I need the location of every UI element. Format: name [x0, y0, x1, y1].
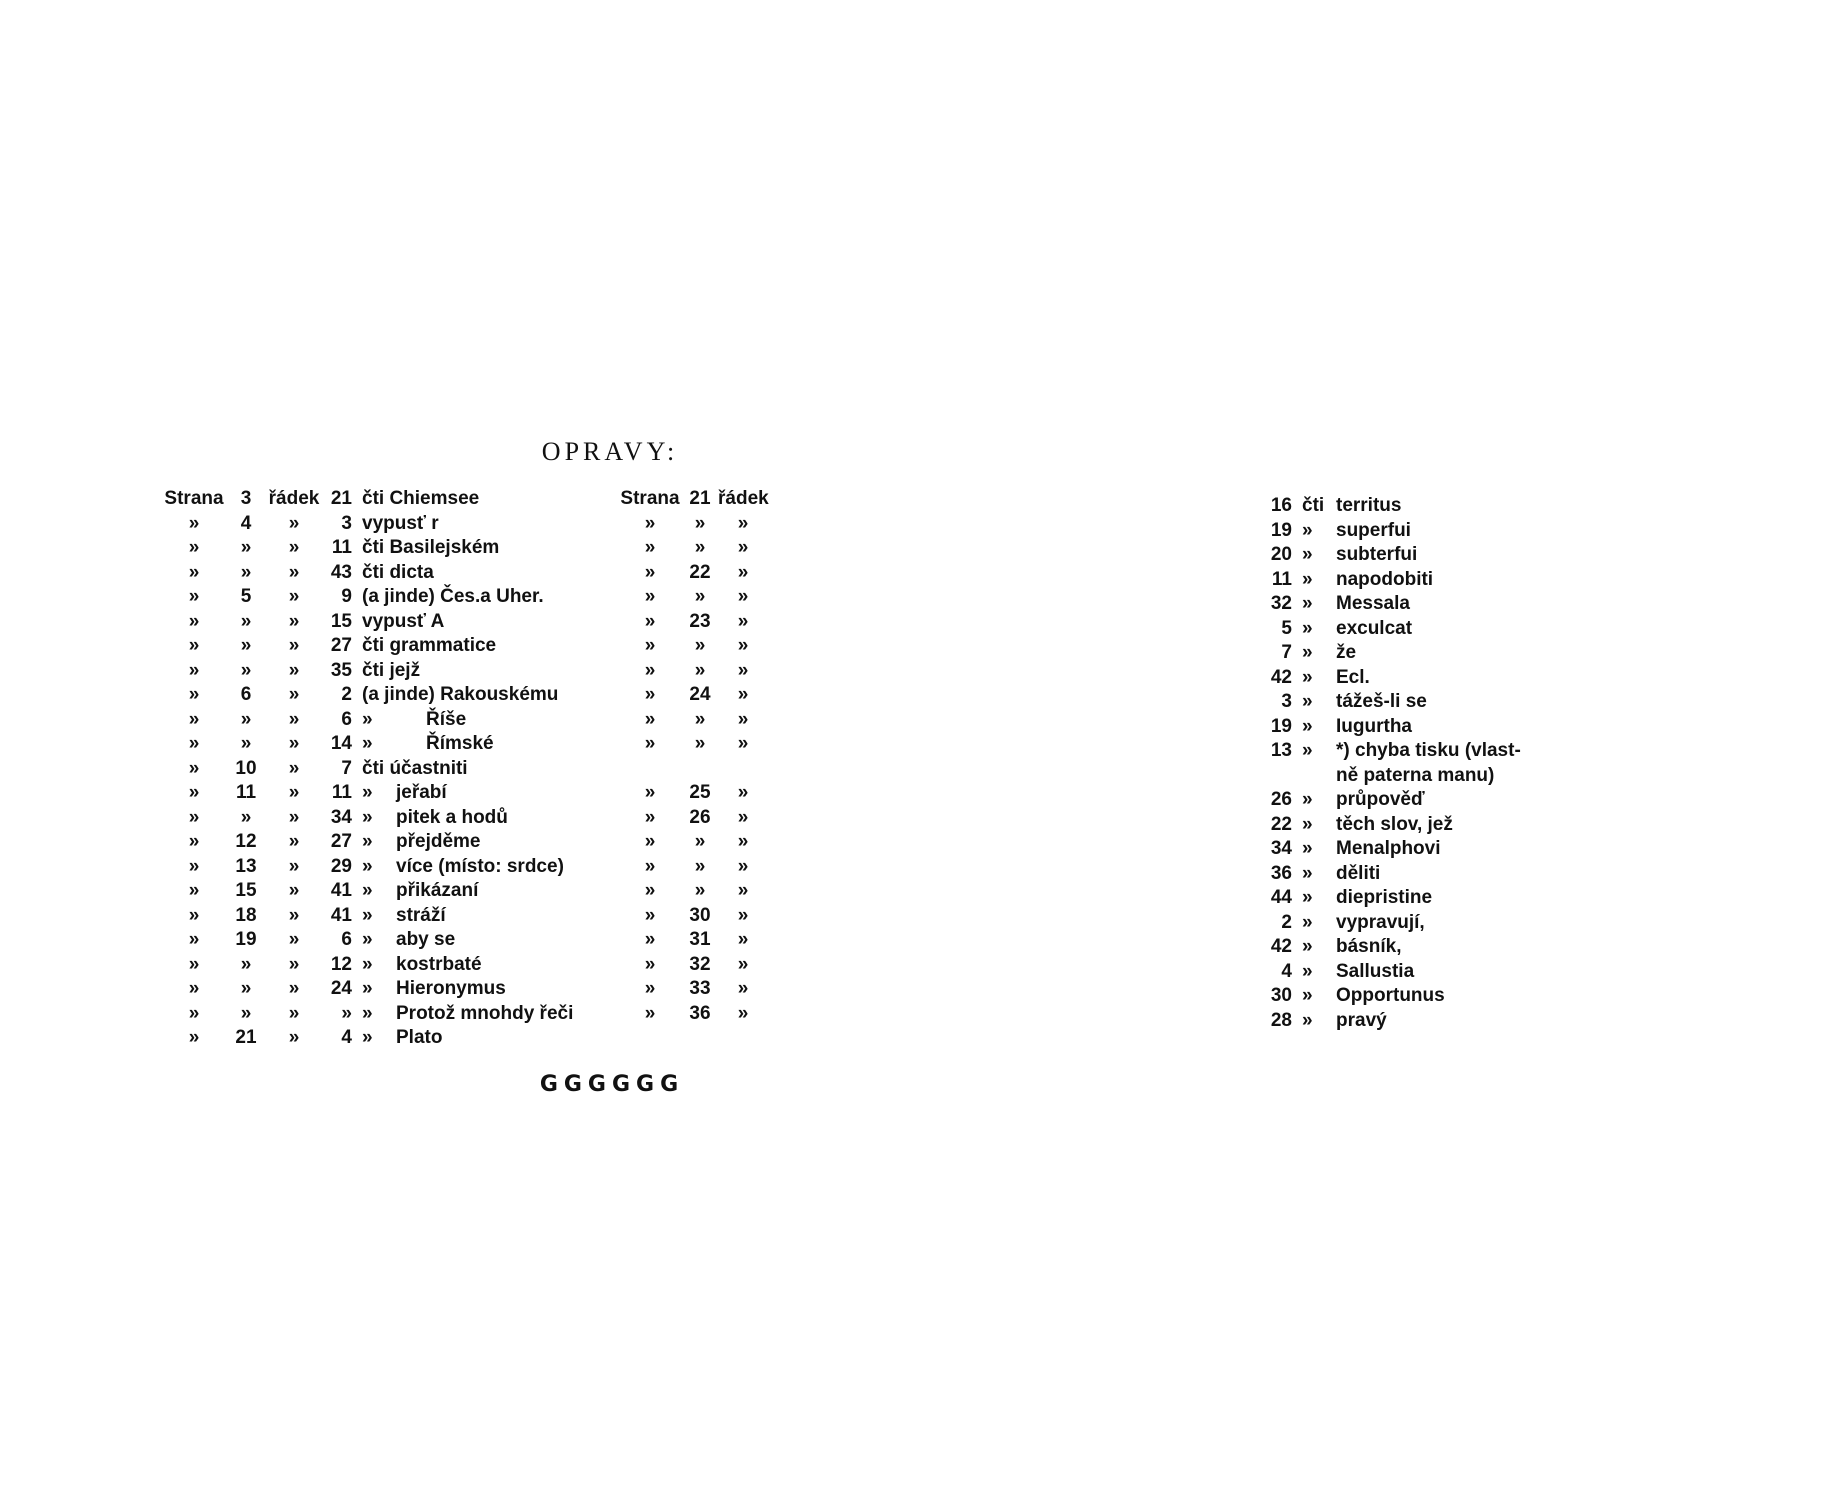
page-label: »: [188, 953, 200, 975]
line-number: 11: [331, 537, 352, 558]
page-number: »: [694, 733, 706, 754]
line-number: 12: [330, 953, 352, 975]
correction-text: přejděme: [396, 831, 481, 852]
line-number: 29: [330, 855, 352, 877]
line-label: »: [737, 978, 749, 999]
ditto-mark: »: [362, 855, 373, 877]
page-label: »: [644, 806, 656, 828]
line-number: 41: [330, 880, 352, 901]
line-label: »: [288, 561, 300, 583]
line-number: »: [341, 1002, 352, 1024]
read-mark: »: [1302, 642, 1313, 663]
page-label: »: [644, 733, 656, 754]
correction-text: Protož mnohdy řeči: [396, 1002, 574, 1024]
line-label: »: [288, 733, 300, 754]
correction-text: diepristine: [1336, 887, 1433, 908]
line-number: 11: [331, 782, 352, 803]
line-label: »: [288, 855, 300, 877]
line-label: »: [737, 929, 749, 950]
line-number: 6: [341, 708, 352, 730]
page-label: »: [644, 904, 656, 926]
line-label: »: [288, 929, 300, 950]
page-number: »: [240, 806, 252, 828]
page-number: 5: [240, 586, 252, 607]
page-number: 36: [689, 1002, 711, 1024]
correction-text: aby se: [396, 929, 456, 950]
page-label: »: [188, 586, 200, 607]
page-number: »: [694, 659, 706, 681]
page-number: »: [240, 978, 252, 999]
correction-text: čti Chiemsee: [362, 488, 480, 509]
correction-text: Římské: [426, 733, 494, 754]
line-number: 32: [1270, 593, 1292, 614]
page-label: »: [188, 904, 200, 926]
line-label: »: [288, 757, 300, 779]
page-label: »: [644, 953, 656, 975]
line-label: řádek: [268, 488, 320, 509]
page-number: »: [240, 561, 252, 583]
correction-text: (a jinde) Čes.a Uher.: [362, 586, 544, 607]
page-title: OPRAVY:: [541, 437, 679, 466]
line-number: 3: [1281, 691, 1292, 712]
correction-text: kostrbaté: [396, 953, 482, 975]
read-mark: »: [1302, 985, 1313, 1006]
read-mark: »: [1302, 1009, 1313, 1031]
page-number: »: [240, 659, 252, 681]
ditto-mark: »: [362, 1002, 373, 1024]
page-number: »: [694, 635, 706, 656]
read-mark: »: [1302, 838, 1313, 859]
line-label: »: [288, 831, 300, 852]
line-number: 3: [341, 512, 352, 534]
read-mark: »: [1302, 789, 1313, 810]
ditto-mark: »: [362, 978, 373, 999]
line-number: 43: [330, 561, 352, 583]
line-number: 5: [1281, 617, 1292, 639]
page-number: 30: [689, 904, 711, 926]
correction-text: territus: [1336, 495, 1402, 516]
page-label: »: [644, 880, 656, 901]
page-number: 23: [689, 610, 711, 632]
read-mark: »: [1302, 715, 1313, 737]
read-mark: »: [1302, 519, 1313, 541]
correction-text: přikázaní: [396, 880, 479, 901]
correction-text: čti dicta: [362, 561, 434, 583]
page-number: 25: [689, 782, 711, 803]
page-label: Strana: [164, 488, 224, 509]
page-label: »: [188, 512, 200, 534]
line-number: 13: [1270, 740, 1292, 761]
ditto-mark: »: [362, 806, 373, 828]
correction-text: Opportunus: [1336, 985, 1445, 1006]
line-number: 2: [1281, 911, 1292, 933]
line-label: »: [288, 904, 300, 926]
page-label: »: [644, 855, 656, 877]
line-label: »: [288, 708, 300, 730]
line-number: 2: [341, 684, 352, 705]
correction-text: ně paterna manu): [1336, 764, 1495, 786]
line-label: »: [737, 1002, 749, 1024]
line-number: 36: [1270, 862, 1292, 884]
page-label: »: [188, 684, 200, 705]
page-label: »: [188, 757, 200, 779]
line-number: 7: [1281, 642, 1292, 663]
page-number: 11: [235, 782, 257, 803]
page-number: 6: [240, 684, 252, 705]
correction-text: Ecl.: [1336, 666, 1370, 688]
line-label: »: [288, 512, 300, 534]
read-mark: »: [1302, 911, 1313, 933]
line-label: řádek: [718, 488, 769, 509]
correction-text: Iugurtha: [1336, 715, 1412, 737]
line-label: »: [288, 684, 300, 705]
correction-text: pitek a hodů: [396, 806, 508, 828]
line-number: 6: [341, 929, 352, 950]
page-number: »: [694, 831, 706, 852]
correction-text: čti Basilejském: [362, 537, 500, 558]
correction-text: Plato: [396, 1027, 443, 1048]
correction-text: děliti: [1336, 862, 1381, 884]
line-number: 27: [330, 831, 352, 852]
correction-text: více (místo: srdce): [396, 855, 564, 877]
page-label: »: [644, 1002, 656, 1024]
line-label: »: [737, 586, 749, 607]
read-mark: »: [1302, 593, 1313, 614]
page-label: »: [644, 537, 656, 558]
page-number: 21: [235, 1027, 257, 1048]
ditto-mark: »: [362, 953, 373, 975]
page-label: »: [188, 782, 200, 803]
read-mark: »: [1302, 936, 1313, 957]
correction-text: napodobiti: [1336, 568, 1434, 590]
correction-text: pravý: [1336, 1009, 1387, 1031]
read-mark: »: [1302, 666, 1313, 688]
page-label: »: [188, 831, 200, 852]
page-number: 19: [235, 929, 257, 950]
page-number: »: [694, 537, 706, 558]
line-number: 42: [1270, 936, 1292, 957]
page-number: »: [694, 855, 706, 877]
line-label: »: [737, 684, 749, 705]
page-label: »: [644, 586, 656, 607]
page-number: 15: [235, 880, 257, 901]
page-number: 22: [689, 561, 711, 583]
line-number: 28: [1270, 1009, 1292, 1031]
line-label: »: [288, 978, 300, 999]
line-label: »: [288, 880, 300, 901]
line-number: 44: [1270, 887, 1292, 908]
page-number: »: [240, 635, 252, 656]
line-label: »: [288, 586, 300, 607]
line-number: 14: [330, 733, 352, 754]
correction-text: jeřabí: [396, 782, 447, 803]
page-number: 13: [235, 855, 257, 877]
correction-text: (a jinde) Rakouskému: [362, 684, 559, 705]
page-number: 24: [689, 684, 711, 705]
page-number: 32: [689, 953, 711, 975]
page-number: 31: [689, 929, 711, 950]
line-number: 4: [341, 1027, 352, 1048]
line-label: »: [737, 831, 749, 852]
line-number: 34: [1270, 838, 1292, 859]
line-label: »: [288, 1027, 300, 1048]
page-number: »: [240, 1002, 252, 1024]
page-label: »: [644, 659, 656, 681]
line-number: 42: [1270, 666, 1292, 688]
line-label: »: [288, 610, 300, 632]
line-label: »: [737, 561, 749, 583]
line-label: »: [288, 635, 300, 656]
page-label: »: [644, 561, 656, 583]
correction-text: exculcat: [1336, 617, 1413, 639]
line-label: »: [737, 733, 749, 754]
page-label: »: [644, 635, 656, 656]
line-label: »: [737, 953, 749, 975]
page-label: »: [644, 512, 656, 534]
correction-text: subterfui: [1336, 544, 1418, 565]
page-label: »: [188, 855, 200, 877]
page-label: »: [188, 806, 200, 828]
line-number: 34: [330, 806, 352, 828]
page-label: »: [188, 610, 200, 632]
page-label: »: [644, 684, 656, 705]
correction-text: průpověď: [1336, 789, 1425, 810]
line-number: 9: [341, 586, 352, 607]
read-mark: »: [1302, 813, 1313, 835]
correction-text: vypravují,: [1336, 911, 1425, 933]
page-number: »: [694, 586, 706, 607]
read-mark: »: [1302, 617, 1313, 639]
line-number: 15: [330, 610, 352, 632]
correction-text: těch slov, jež: [1336, 813, 1453, 835]
correction-text: Sallustia: [1336, 960, 1415, 982]
page-number: »: [240, 953, 252, 975]
page-number: 18: [235, 904, 257, 926]
correction-text: Messala: [1336, 593, 1410, 614]
correction-text: čti jejž: [362, 659, 421, 681]
ditto-mark: »: [362, 708, 373, 730]
page-label: »: [188, 561, 200, 583]
read-mark: »: [1302, 544, 1313, 565]
page-label: »: [188, 1002, 200, 1024]
correction-text: Říše: [426, 708, 467, 730]
line-label: »: [737, 610, 749, 632]
read-mark: »: [1302, 691, 1313, 712]
line-label: »: [737, 708, 749, 730]
line-label: »: [737, 806, 749, 828]
line-label: »: [288, 953, 300, 975]
correction-text: čti účastniti: [362, 757, 468, 779]
page-number: 21: [689, 488, 711, 509]
line-label: »: [737, 855, 749, 877]
read-mark: »: [1302, 960, 1313, 982]
line-label: »: [737, 782, 749, 803]
page-label: »: [644, 978, 656, 999]
line-label: »: [737, 512, 749, 534]
correction-text: stráží: [396, 904, 446, 926]
line-number: 20: [1270, 544, 1292, 565]
correction-text: básník,: [1336, 936, 1402, 957]
correction-text: *) chyba tisku (vlast-: [1336, 740, 1521, 761]
line-number: 11: [1271, 568, 1292, 590]
page-label: »: [644, 929, 656, 950]
page-label: »: [188, 929, 200, 950]
page-number: »: [240, 708, 252, 730]
read-mark: »: [1302, 862, 1313, 884]
page-number: 33: [689, 978, 711, 999]
ditto-mark: »: [362, 782, 373, 803]
line-number: 19: [1270, 519, 1292, 541]
line-label: »: [288, 806, 300, 828]
page-number: »: [694, 880, 706, 901]
read-mark: »: [1302, 740, 1313, 761]
correction-text: vypusť A: [362, 610, 445, 632]
page-number: 3: [240, 488, 252, 509]
page-label: »: [644, 782, 656, 803]
correction-text: že: [1336, 642, 1357, 663]
correction-text: čti grammatice: [362, 635, 497, 656]
page-label: »: [644, 610, 656, 632]
page-label: »: [188, 659, 200, 681]
ditto-mark: »: [362, 880, 373, 901]
line-number: 41: [330, 904, 352, 926]
read-mark: »: [1302, 887, 1313, 908]
line-number: 4: [1281, 960, 1292, 982]
line-label: »: [288, 537, 300, 558]
correction-text: vypusť r: [362, 512, 439, 534]
page-label: »: [188, 733, 200, 754]
page-number: »: [240, 610, 252, 632]
line-label: »: [737, 537, 749, 558]
correction-text: superfui: [1336, 519, 1411, 541]
page-number: »: [694, 708, 706, 730]
line-number: 30: [1270, 985, 1292, 1006]
line-label: »: [288, 782, 300, 803]
ditto-mark: »: [362, 733, 373, 754]
ditto-mark: »: [362, 904, 373, 926]
line-label: »: [737, 635, 749, 656]
line-number: 24: [330, 978, 352, 999]
line-number: 22: [1270, 813, 1292, 835]
line-label: »: [288, 1002, 300, 1024]
page-number: »: [240, 537, 252, 558]
page-label: »: [188, 1027, 200, 1048]
line-label: »: [737, 659, 749, 681]
ditto-mark: »: [362, 831, 373, 852]
read-mark: »: [1302, 568, 1313, 590]
page-label: »: [644, 831, 656, 852]
line-label: »: [288, 659, 300, 681]
read-mark: čti: [1302, 495, 1325, 516]
line-number: 16: [1270, 495, 1292, 516]
line-number: 21: [330, 488, 352, 509]
page-label: »: [188, 880, 200, 901]
line-number: 19: [1270, 715, 1292, 737]
page-number: »: [240, 733, 252, 754]
ditto-mark: »: [362, 929, 373, 950]
page-number: »: [694, 512, 706, 534]
page-label: »: [188, 978, 200, 999]
correction-text: tážeš-li se: [1336, 691, 1427, 712]
correction-text: Hieronymus: [396, 978, 506, 999]
ditto-mark: »: [362, 1027, 373, 1048]
line-number: 26: [1270, 789, 1292, 810]
line-label: »: [737, 880, 749, 901]
page-label: »: [644, 708, 656, 730]
page-number: 10: [235, 757, 257, 779]
line-number: 35: [330, 659, 352, 681]
page-label: »: [188, 708, 200, 730]
ornament-divider: GGGGGG: [539, 1072, 685, 1097]
line-number: 27: [330, 635, 352, 656]
line-label: »: [737, 904, 749, 926]
page-label: »: [188, 537, 200, 558]
correction-text: Menalphovi: [1336, 838, 1441, 859]
page-label: »: [188, 635, 200, 656]
page-number: 4: [240, 512, 252, 534]
page-number: 26: [689, 806, 711, 828]
page-number: 12: [235, 831, 257, 852]
page-label: Strana: [620, 488, 680, 509]
line-number: 7: [341, 757, 352, 779]
